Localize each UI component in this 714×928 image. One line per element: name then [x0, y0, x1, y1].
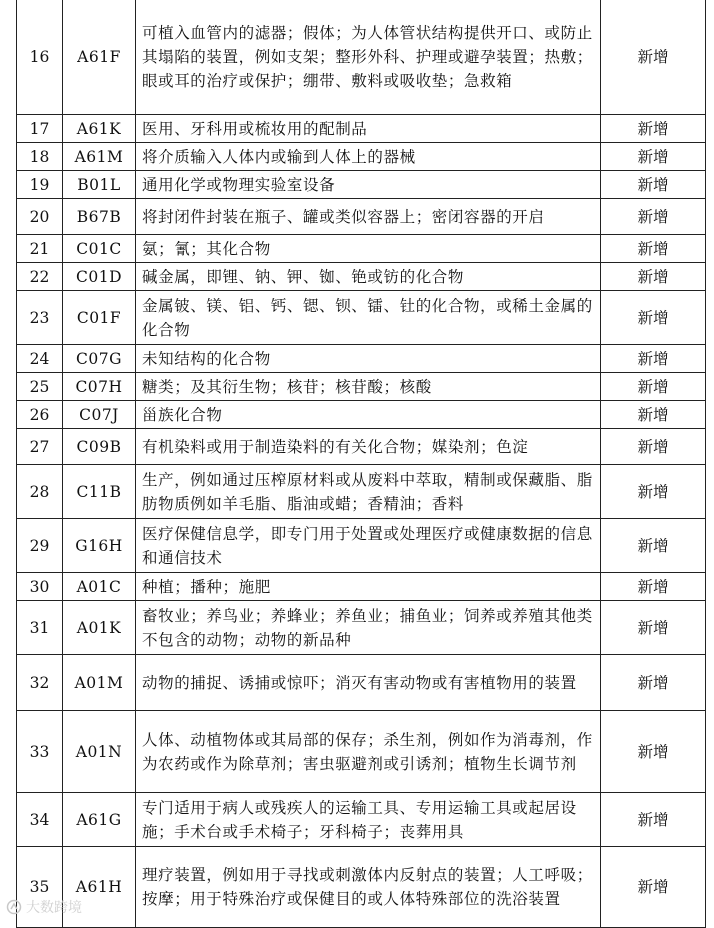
table-row — [17, 655, 706, 711]
status: 新增 — [601, 263, 706, 291]
row-number: 26 — [17, 401, 63, 429]
description: 通用化学或物理实验室设备 — [136, 171, 601, 199]
table-row — [17, 793, 706, 847]
description: 碱金属，即锂、钠、钾、铷、铯或钫的化合物 — [136, 263, 601, 291]
ipc-code: B67B — [63, 199, 136, 235]
table-row — [17, 401, 706, 429]
status: 新增 — [601, 115, 706, 143]
description: 理疗装置，例如用于寻找或刺激体内反射点的装置；人工呼吸；按摩；用于特殊治疗或保健目的或人体特殊部位的洗浴装置 — [136, 847, 601, 928]
table-row — [17, 345, 706, 373]
row-number: 16 — [17, 0, 63, 115]
row-number: 29 — [17, 519, 63, 573]
description: 医用、牙科用或梳妆用的配制品 — [136, 115, 601, 143]
table-row — [17, 0, 706, 115]
description: 将介质输入人体内或输到人体上的器械 — [136, 143, 601, 171]
watermark — [6, 896, 82, 918]
ipc-code: C07G — [63, 345, 136, 373]
table-row — [17, 171, 706, 199]
row-number: 28 — [17, 465, 63, 519]
ipc-code: C01D — [63, 263, 136, 291]
row-number: 30 — [17, 573, 63, 601]
description: 医疗保健信息学，即专门用于处置或处理医疗或健康数据的信息和通信技术 — [136, 519, 601, 573]
status: 新增 — [601, 601, 706, 655]
ipc-code: A61H — [63, 847, 136, 928]
table-body — [17, 0, 706, 928]
row-number: 23 — [17, 291, 63, 345]
status: 新增 — [601, 573, 706, 601]
description: 氨；氰；其化合物 — [136, 235, 601, 263]
description: 动物的捕捉、诱捕或惊吓；消灭有害动物或有害植物用的装置 — [136, 655, 601, 711]
row-number: 34 — [17, 793, 63, 847]
row-number: 27 — [17, 429, 63, 465]
row-number: 35 — [17, 847, 63, 928]
status: 新增 — [601, 373, 706, 401]
ipc-code: C07H — [63, 373, 136, 401]
row-number: 24 — [17, 345, 63, 373]
ipc-code: A61G — [63, 793, 136, 847]
row-number: 18 — [17, 143, 63, 171]
row-number: 20 — [17, 199, 63, 235]
table-row — [17, 429, 706, 465]
table-row — [17, 847, 706, 928]
ipc-code: A01M — [63, 655, 136, 711]
table-row — [17, 263, 706, 291]
description: 糖类；及其衍生物；核苷；核苷酸；核酸 — [136, 373, 601, 401]
description: 甾族化合物 — [136, 401, 601, 429]
status: 新增 — [601, 519, 706, 573]
table-row — [17, 199, 706, 235]
status: 新增 — [601, 171, 706, 199]
row-number: 31 — [17, 601, 63, 655]
description: 有机染料或用于制造染料的有关化合物；媒染剂；色淀 — [136, 429, 601, 465]
table-row — [17, 573, 706, 601]
table-row — [17, 601, 706, 655]
ipc-classification-table — [16, 0, 706, 928]
ipc-code: C09B — [63, 429, 136, 465]
row-number: 32 — [17, 655, 63, 711]
table-row — [17, 143, 706, 171]
ipc-code: G16H — [63, 519, 136, 573]
status: 新增 — [601, 345, 706, 373]
ipc-code: B01L — [63, 171, 136, 199]
description: 种植；播种；施肥 — [136, 573, 601, 601]
ipc-code: C07J — [63, 401, 136, 429]
table-row — [17, 115, 706, 143]
status: 新增 — [601, 291, 706, 345]
table-row — [17, 465, 706, 519]
status: 新增 — [601, 655, 706, 711]
watermark-text: 大数跨境 — [26, 900, 82, 916]
row-number: 33 — [17, 711, 63, 793]
table-row — [17, 711, 706, 793]
status: 新增 — [601, 199, 706, 235]
status: 新增 — [601, 793, 706, 847]
ipc-code: A61K — [63, 115, 136, 143]
table-row — [17, 235, 706, 263]
row-number: 25 — [17, 373, 63, 401]
ipc-code: A61M — [63, 143, 136, 171]
description: 生产，例如通过压榨原材料或从废料中萃取，精制或保藏脂、脂肪物质例如羊毛脂、脂油或蜡；香精油；香料 — [136, 465, 601, 519]
ipc-code: A61F — [63, 0, 136, 115]
logo-icon — [6, 899, 22, 915]
description: 可植入血管内的滤器；假体；为人体管状结构提供开口、或防止其塌陷的装置，例如支架；整形外科、护理或避孕装置；热敷；眼或耳的治疗或保护；绷带、敷料或吸收垫；急救箱 — [136, 0, 601, 115]
status: 新增 — [601, 143, 706, 171]
ipc-code: C01C — [63, 235, 136, 263]
description: 金属铍、镁、铝、钙、锶、钡、镭、钍的化合物，或稀土金属的化合物 — [136, 291, 601, 345]
ipc-code: C01F — [63, 291, 136, 345]
description: 将封闭件封装在瓶子、罐或类似容器上；密闭容器的开启 — [136, 199, 601, 235]
status: 新增 — [601, 401, 706, 429]
row-number: 17 — [17, 115, 63, 143]
row-number: 21 — [17, 235, 63, 263]
description: 未知结构的化合物 — [136, 345, 601, 373]
description: 人体、动植物体或其局部的保存；杀生剂，例如作为消毒剂，作为农药或作为除草剂；害虫驱避剂或引诱剂；植物生长调节剂 — [136, 711, 601, 793]
ipc-code: A01K — [63, 601, 136, 655]
status: 新增 — [601, 0, 706, 115]
ipc-code: A01N — [63, 711, 136, 793]
ipc-code: C11B — [63, 465, 136, 519]
status: 新增 — [601, 235, 706, 263]
ipc-code: A01C — [63, 573, 136, 601]
description: 专门适用于病人或残疾人的运输工具、专用运输工具或起居设施；手术台或手术椅子；牙科椅子；丧葬用具 — [136, 793, 601, 847]
status: 新增 — [601, 465, 706, 519]
table-row — [17, 373, 706, 401]
status: 新增 — [601, 711, 706, 793]
row-number: 19 — [17, 171, 63, 199]
row-number: 22 — [17, 263, 63, 291]
table-row — [17, 291, 706, 345]
table-row — [17, 519, 706, 573]
status: 新增 — [601, 847, 706, 928]
status: 新增 — [601, 429, 706, 465]
description: 畜牧业；养鸟业；养蜂业；养鱼业；捕鱼业；饲养或养殖其他类不包含的动物；动物的新品种 — [136, 601, 601, 655]
